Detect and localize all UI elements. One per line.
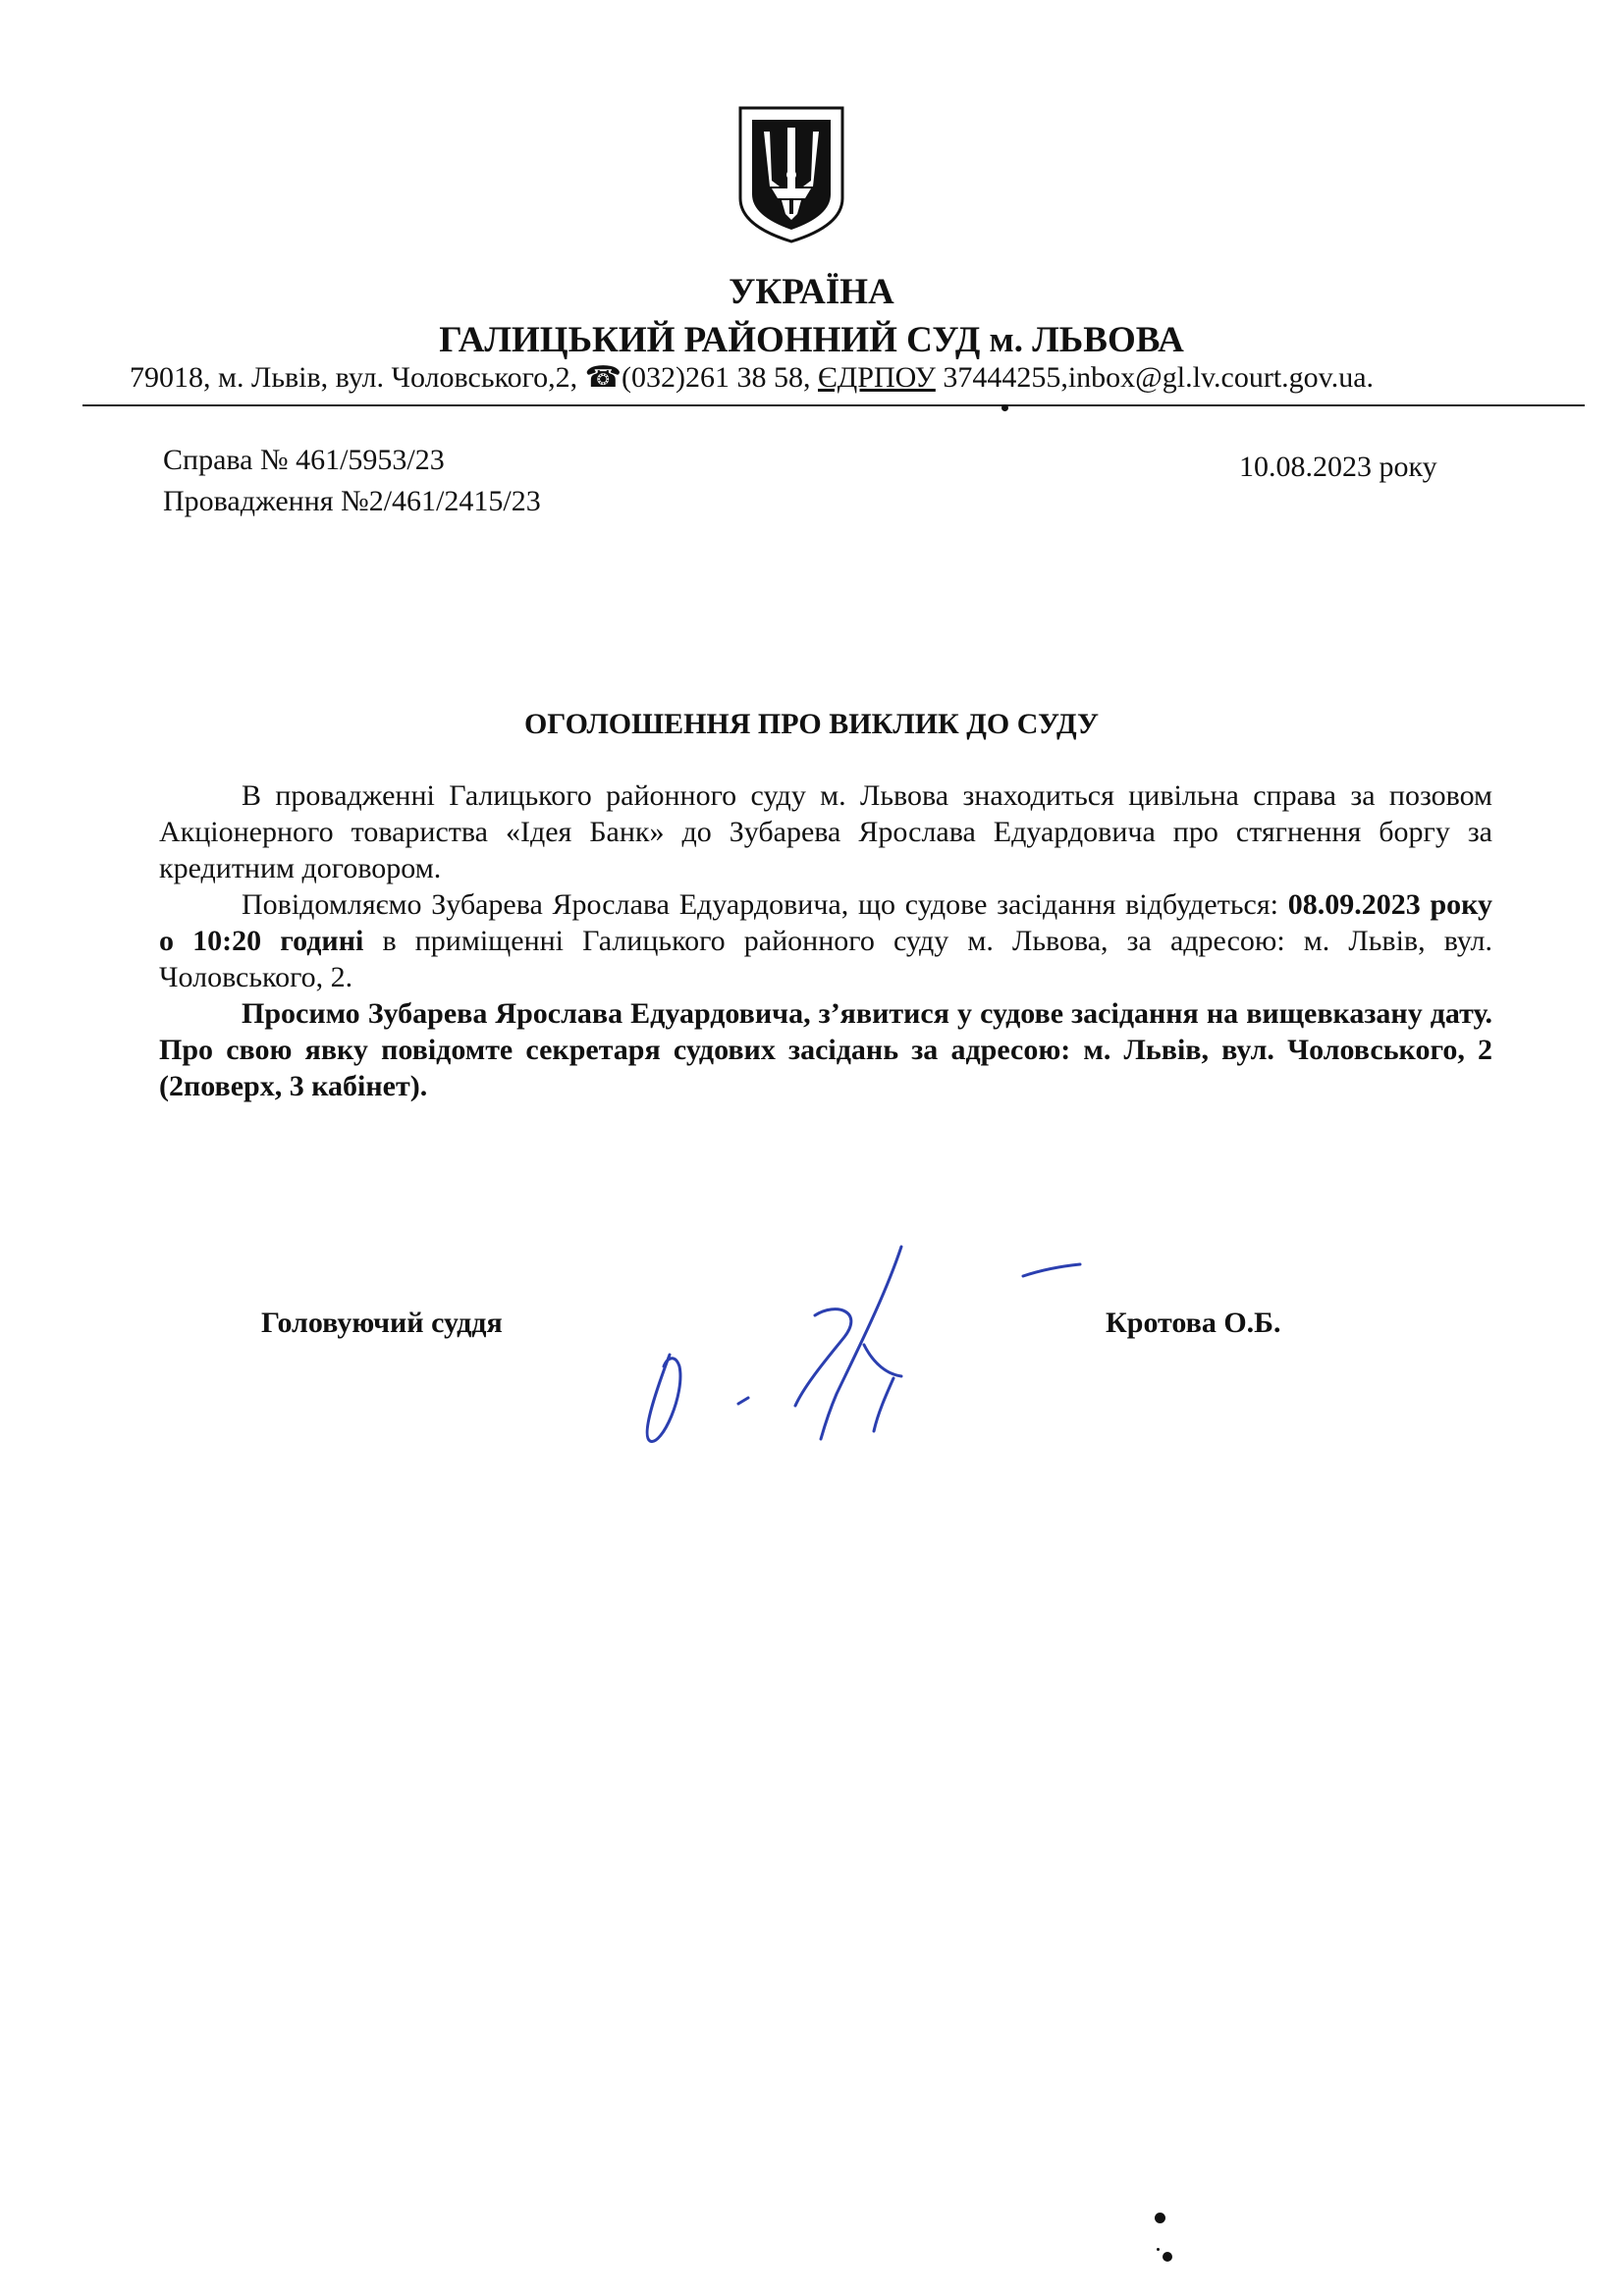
proceeding-number: Провадження №2/461/2415/23: [163, 485, 541, 517]
coat-of-arms-icon: [736, 104, 846, 245]
scan-speck: [1001, 404, 1008, 411]
notice-p2-end: в приміщенні Галицького районного суду м. Львова, за адресою: м. Львів, вул. Чоловського, 2.: [159, 925, 1492, 993]
phone-icon: ☎: [584, 361, 622, 394]
court-contacts: [130, 358, 1374, 398]
court-address: 79018, м. Львів, вул. Чоловського,2,: [130, 361, 585, 394]
scan-speck: [1163, 2252, 1172, 2262]
country-name: УКРАЇНА: [729, 272, 894, 312]
notice-title: ОГОЛОШЕННЯ ПРО ВИКЛИК ДО СУДУ: [523, 708, 1100, 740]
judge-role: Головуючий суддя: [261, 1307, 503, 1339]
court-name: ГАЛИЦЬКИЙ РАЙОННИЙ СУД м. ЛЬВОВА: [439, 320, 1184, 360]
case-number: Справа № 461/5953/23: [163, 444, 445, 476]
notice-p2-start: Повідомляємо Зубарева Ярослава Едуардовича, що судове засідання відбудеться:: [242, 888, 1288, 921]
document-date: 10.08.2023 року: [1239, 451, 1437, 483]
notice-paragraph-1: В провадженні Галицького районного суду м. Львова знаходиться цивільна справа за позовом Акціонерного товариства «Ідея Банк» до Зубарева Ярослава Едуардовича про стягнення боргу за кредитним договором.: [159, 779, 1492, 884]
notice-paragraph-2: [159, 886, 1492, 995]
court-phone: (032)261 38 58,: [622, 361, 818, 394]
hearing-datetime: 08.09.2023 року о 10:20 годині: [159, 888, 1492, 957]
summons-request: Просимо Зубарева Ярослава Едуардовича, з’явитися у судове засідання на вищевказану дату. Про свою явку повідомте секретаря судових засідань за адресою: м. Львів, вул. Чоловського, 2 (2поверх, 3 кабінет).: [159, 997, 1492, 1102]
scan-speck: [1155, 2213, 1165, 2223]
handwritten-signature: [628, 1239, 1100, 1455]
header-divider: [82, 404, 1585, 406]
judge-name: Кротова О.Б.: [1106, 1307, 1281, 1339]
notice-paragraph-3: [159, 995, 1492, 1104]
edrpou-label: ЄДРПОУ: [818, 361, 936, 394]
notice-body: [159, 777, 1492, 1104]
edrpou-email: 37444255,inbox@gl.lv.court.gov.ua.: [935, 361, 1375, 394]
scan-speck: [1157, 2248, 1160, 2251]
